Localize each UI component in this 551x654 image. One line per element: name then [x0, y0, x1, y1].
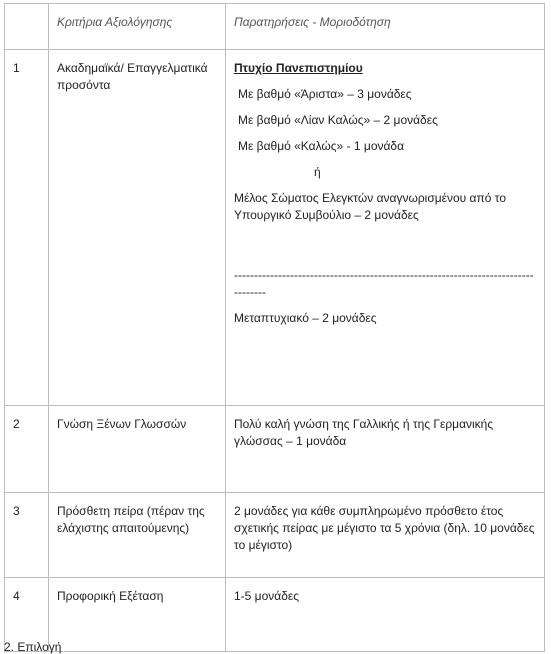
row-number: 4 — [5, 578, 49, 652]
row-number: 1 — [5, 50, 49, 406]
table-row — [5, 578, 545, 652]
row-notes: Πολύ καλή γνώση της Γαλλικής ή της Γερμανικής γλώσσας – 1 μονάδα — [226, 406, 545, 493]
row-criterion: Ακαδημαϊκά/ Επαγγελματικά προσόντα — [49, 50, 226, 406]
row-criterion: Πρόσθετη πείρα (πέραν της ελάχιστης απαιτούμενης) — [49, 493, 226, 578]
header-number-cell — [5, 4, 49, 50]
row-criterion: Προφορική Εξέταση — [49, 578, 226, 652]
row-notes: 1-5 μονάδες — [226, 578, 545, 652]
table-row — [5, 406, 545, 493]
section-heading: 2. Επιλογή — [4, 640, 62, 654]
grade-good: Με βαθμό «Καλώς» - 1 μονάδα — [238, 139, 405, 153]
row-notes: 2 μονάδες για κάθε συμπληρωμένο πρόσθετο έτος σχετικής πείρας με μέγιστο τα 5 χρόνια (δηλ. 10 μονάδες το μέγιστο) — [226, 493, 545, 578]
table-header-row — [5, 4, 545, 50]
degree-title: Πτυχίο Πανεπιστημίου — [234, 61, 363, 75]
row-criterion: Γνώση Ξένων Γλωσσών — [49, 406, 226, 493]
grade-excellent: Με βαθμό «Άριστα» – 3 μονάδες — [238, 87, 412, 101]
separator-line: ----------------------------------------------------------------------------------- — [234, 268, 534, 299]
or-text: ή — [314, 165, 321, 179]
table-row — [5, 493, 545, 578]
header-criteria-cell: Κριτήρια Αξιολόγησης — [49, 4, 226, 50]
grade-very-good: Με βαθμό «Λίαν Καλώς» – 2 μονάδες — [238, 113, 438, 127]
table-row — [5, 50, 545, 406]
row-number: 2 — [5, 406, 49, 493]
header-notes-cell: Παρατηρήσεις - Μοριοδότηση — [226, 4, 545, 50]
masters-text: Μεταπτυχιακό – 2 μονάδες — [234, 311, 377, 325]
row-notes — [226, 50, 545, 406]
evaluation-criteria-table — [4, 3, 545, 652]
row-number: 3 — [5, 493, 49, 578]
auditors-text: Μέλος Σώματος Ελεγκτών αναγνωρισμένου από το Υπουργικό Συμβούλιο – 2 μονάδες — [234, 191, 507, 222]
